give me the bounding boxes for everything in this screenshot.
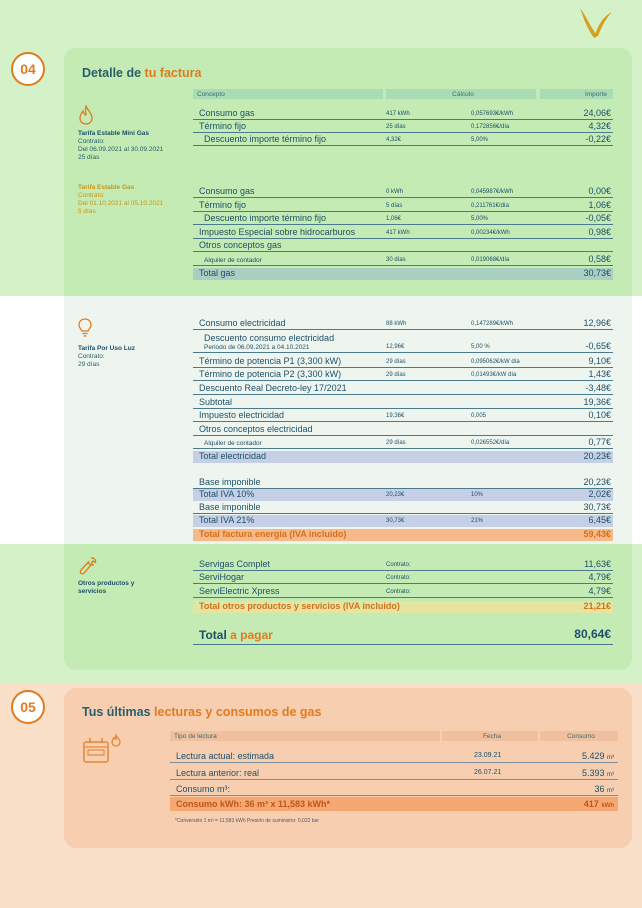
service-row: ServiHogar Contrato: 4,79€ [193, 572, 613, 584]
reading-row: Consumo m³: 36 m³ [170, 782, 618, 796]
iva-row: Base imponible 20,23€ [193, 477, 613, 489]
total-energy-row: Total factura energía (IVA incluido) 59,43€ [193, 529, 613, 541]
brand-logo-icon [578, 6, 614, 40]
gas2-row: Término fijo 5 días 0,211761€/día 1,06€ [193, 200, 613, 212]
gas1-row: Consumo gas 417 kWh 0,057693€/kWh 24,06€ [193, 108, 613, 120]
section-title: Detalle de tu factura [82, 66, 202, 80]
service-row: Servigas Complet Contrato: 11,63€ [193, 559, 613, 571]
gas2-row: Otros conceptos gas [193, 240, 613, 252]
section-title: Tus últimas lecturas y consumos de gas [82, 705, 322, 719]
gas2-row: Consumo gas 0 kWh 0,045987€/kWh 0,00€ [193, 186, 613, 198]
gas2-row: Impuesto Especial sobre hidrocarburos 417 kWh 0,00234€/kWh 0,98€ [193, 227, 613, 239]
wrench-icon [78, 556, 98, 576]
other-services-info: Otros productos y servicios [78, 580, 135, 595]
total-gas-row: Total gas 30,73€ [193, 268, 613, 280]
luz-row: Consumo electricidad 88 kWh 0,147289€/kWh 12,96€ [193, 318, 613, 330]
service-row: ServiElectric Xpress Contrato: 4,79€ [193, 586, 613, 598]
header-date: Fecha [442, 731, 538, 741]
section-number: 05 [11, 690, 45, 724]
consumption-kwh-row: Consumo kWh: 36 m³ x 11,583 kWh* 417 kWh [170, 797, 618, 811]
gas-meter-icon [82, 733, 126, 765]
flame-icon [78, 105, 94, 125]
luz-row: Descuento consumo electricidad Periodo de 06.09.2021 a 04.10.2021 12,96€ 5,00 % -0,65€ [193, 333, 613, 353]
lightbulb-icon [78, 318, 92, 338]
gas2-contract-info: Tarifa Estable Gas Contrato: Del 01.10.2021 al 05.10.2021 5 días [78, 184, 164, 215]
reading-row: Lectura anterior: real 26.07.21 5.393 m³ [170, 766, 618, 780]
total-other-services-row: Total otros productos y servicios (IVA incluido) 21,21€ [193, 601, 613, 613]
luz-row: Impuesto electricidad 19,36€ 0,005 0,10€ [193, 410, 613, 422]
luz-row: Término de potencia P2 (3,300 kW) 29 días 0,01493€/kW día 1,43€ [193, 369, 613, 381]
section-number: 04 [11, 52, 45, 86]
header-concept: Concepto [193, 89, 383, 99]
gas1-row: Término fijo 25 días 0,172856€/día 4,32€ [193, 121, 613, 133]
header-calc: Cálculo [386, 89, 536, 99]
gas2-row: Descuento importe término fijo 1,06€ 5,00% -0,05€ [193, 213, 613, 225]
iva-row: Total IVA 10% 20,23€ 10% 2,02€ [193, 489, 613, 501]
gas1-contract-info: Tarifa Estable Mini Gas Contrato: Del 06.09.2021 al 30.09.2021 25 días [78, 130, 164, 161]
luz-row: Alquiler de contador 29 días 0,026552€/día 0,77€ [193, 437, 613, 449]
luz-row: Término de potencia P1 (3,300 kW) 29 días 0,095062€/kW día 9,10€ [193, 356, 613, 368]
gas2-row: Alquiler de contador 30 días 0,019068€/día 0,58€ [193, 254, 613, 266]
luz-row: Descuento Real Decreto-ley 17/2021 -3,48€ [193, 383, 613, 395]
gas1-row: Descuento importe término fijo 4,32€ 5,00% -0,22€ [193, 134, 613, 146]
iva-row: Base imponible 30,73€ [193, 502, 613, 514]
header-reading-type: Tipo de lectura [170, 731, 440, 741]
header-consumption: Consumo [540, 731, 618, 741]
total-electricity-row: Total electricidad 20,23€ [193, 451, 613, 463]
luz-row: Otros conceptos electricidad [193, 424, 613, 436]
luz-contract-info: Tarifa Por Uso Luz Contrato: 29 días [78, 345, 135, 368]
header-amount: Importe [540, 89, 613, 99]
iva-row: Total IVA 21% 30,73€ 21% 6,45€ [193, 515, 613, 527]
luz-row: Subtotal 19,36€ [193, 397, 613, 409]
grand-total-row: Total a pagar 80,64€ [193, 627, 613, 645]
reading-row: Lectura actual: estimada 23.09.21 5.429 m³ [170, 749, 618, 763]
conversion-footnote: *Conversión 1 m³ = 11,583 kWh Presión de suministro: 0,022 bar [175, 818, 320, 824]
